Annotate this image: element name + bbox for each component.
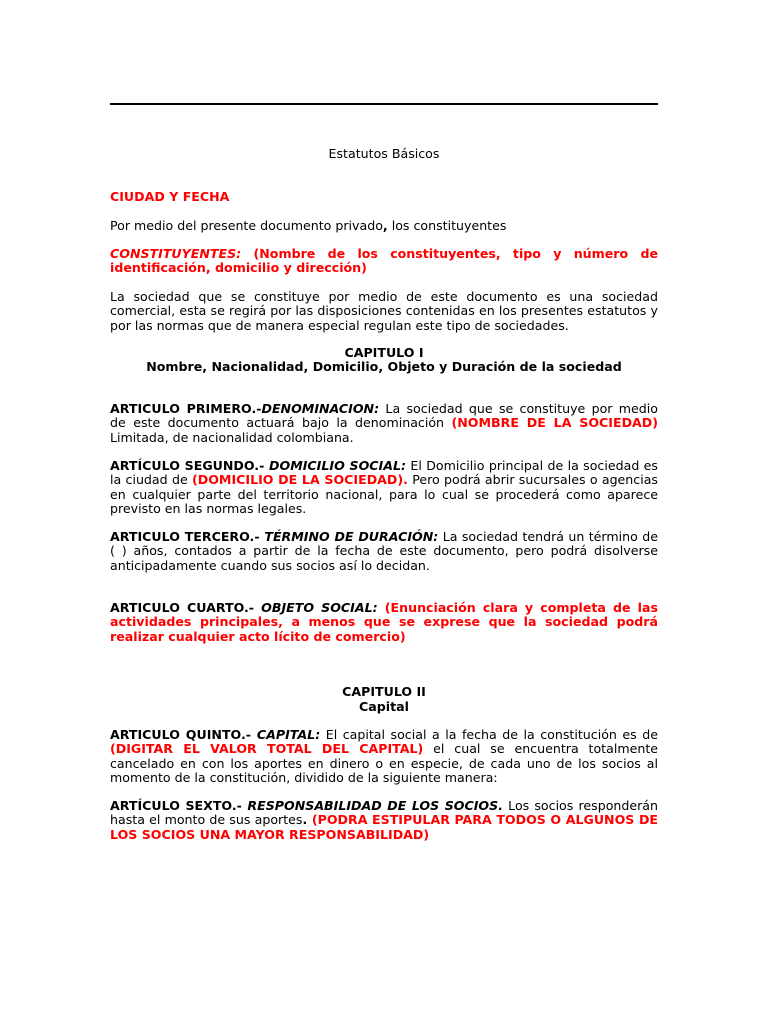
chapter2-subheading: Capital bbox=[359, 699, 409, 714]
article-5: ARTICULO QUINTO.- CAPITAL: El capital social a la fecha de la constitución es de (DIGITAR EL VALOR TOTAL DEL CAPITAL) el cual se encuentra totalmente cancelado en con los aportes en dinero o en especie, de cada uno de los socios al momento de la constitución, dividido de la siguiente manera: bbox=[110, 727, 659, 786]
article-6: ARTÍCULO SEXTO.- RESPONSABILIDAD DE LOS SOCIOS. Los socios responderán hasta el monto de sus aportes. (PODRA ESTIPULAR PARA TODOS O ALGUNOS DE LOS SOCIOS UNA MAYOR RESPONSABILIDAD) bbox=[110, 798, 659, 842]
article-3: ARTICULO TERCERO.- TÉRMINO DE DURACIÓN: La sociedad tendrá un término de ( ) años, contados a partir de la fecha de este documento, pero podrá disolverse anticipadamente cuando sus socios así lo decidan. bbox=[110, 529, 658, 573]
header-rule bbox=[110, 103, 658, 105]
chapter1-heading: CAPITULO I bbox=[344, 345, 424, 360]
intro-line: Por medio del presente documento privado, los constituyentes bbox=[110, 218, 507, 233]
chapter1-subheading: Nombre, Nacionalidad, Domicilio, Objeto y Duración de la sociedad bbox=[146, 359, 622, 374]
document-title: Estatutos Básicos bbox=[328, 146, 440, 161]
article-2: ARTÍCULO SEGUNDO.- DOMICILIO SOCIAL: El Domicilio principal de la sociedad es la ciudad de (DOMICILIO DE LA SOCIEDAD). Pero podrá abrir sucursales o agencias en cualquier parte del territorio nacional, para lo cual se procederá como aparece previsto en las normas legales. bbox=[110, 458, 658, 517]
society-paragraph: La sociedad que se constituye por medio de este documento es una sociedad comercial, esta se regirá por las disposiciones contenidas en los presentes estatutos y por las normas que de manera especial regulan este tipo de sociedades. bbox=[110, 289, 658, 333]
chapter2-heading: CAPITULO II bbox=[342, 684, 426, 699]
constituyentes-label: CONSTITUYENTES: bbox=[110, 246, 242, 261]
city-date-placeholder: CIUDAD Y FECHA bbox=[110, 189, 230, 204]
constituyentes-paragraph: CONSTITUYENTES: (Nombre de los constituyentes, tipo y número de identificación, domicilio y dirección) bbox=[110, 246, 658, 276]
article-1: ARTICULO PRIMERO.-DENOMINACION: La sociedad que se constituye por medio de este documento actuará bajo la denominación (NOMBRE DE LA SOCIEDAD) Limitada, de nacionalidad colombiana. bbox=[110, 401, 658, 445]
article-4: ARTICULO CUARTO.- OBJETO SOCIAL: (Enunciación clara y completa de las actividades principales, a menos que se exprese que la sociedad podrá realizar cualquier acto lícito de comercio) bbox=[110, 600, 658, 644]
